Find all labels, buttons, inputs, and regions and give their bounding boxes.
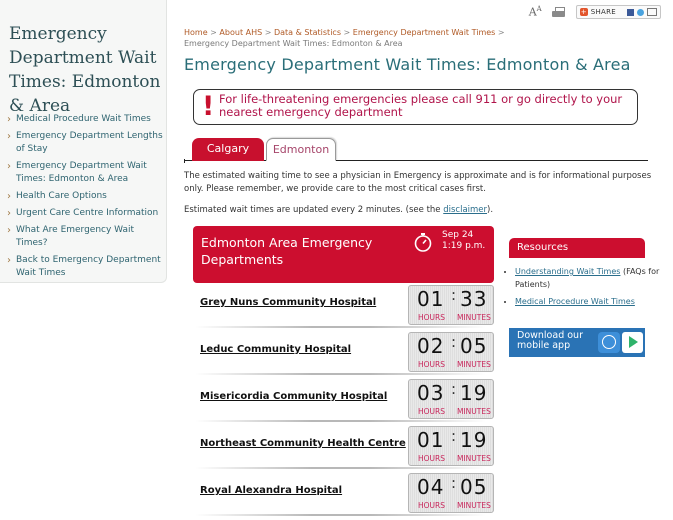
page-toolbar	[529, 5, 661, 19]
intro-text	[184, 170, 654, 225]
wait-hours: 03	[417, 381, 445, 405]
departments-title: Edmonton Area Emergency Departments	[201, 235, 373, 267]
medical-procedure-wait-times-link[interactable]: Medical Procedure Wait Times	[515, 297, 635, 306]
breadcrumb-current: Emergency Department Wait Times: Edmonton & Area	[184, 39, 403, 48]
app-banner-text: Download our mobile app	[517, 330, 583, 351]
page-title: Emergency Department Wait Times: Edmonton & Area	[184, 55, 631, 74]
hospital-link[interactable]: Leduc Community Hospital	[200, 344, 352, 355]
wait-minutes: 33	[460, 287, 488, 311]
resource-item	[515, 265, 660, 291]
sidebar-title: Emergency Department Wait Times: Edmonton & Area	[9, 24, 161, 116]
update-note-text: Estimated wait times are updated every 2 minutes. (see the	[184, 205, 444, 215]
update-note	[184, 204, 654, 217]
sidebar-item-what-are-wait-times[interactable]	[6, 224, 164, 250]
sidebar-item-label[interactable]: Emergency Department Lengths of Stay	[16, 131, 163, 154]
departments-header	[193, 226, 494, 283]
hospital-link[interactable]: Northeast Community Health Centre	[200, 438, 406, 449]
breadcrumb-about-ahs[interactable]: About AHS	[219, 28, 263, 37]
emergency-alert	[193, 89, 638, 125]
stopwatch-icon	[413, 232, 433, 252]
tab-edmonton[interactable]: Edmonton	[266, 138, 336, 161]
sidebar	[0, 0, 167, 283]
breadcrumb-ed-wait-times[interactable]: Emergency Department Wait Times	[352, 28, 496, 37]
understanding-wait-times-link[interactable]: Understanding Wait Times	[515, 267, 621, 276]
sidebar-item-label[interactable]: Emergency Department Wait Times: Edmonton & Area	[16, 161, 147, 184]
city-tabs	[184, 136, 648, 161]
hospital-row	[193, 283, 494, 328]
font-size-glyph: A	[528, 5, 537, 19]
sidebar-item-ed-lengths-of-stay[interactable]	[6, 130, 164, 156]
resource-note: (FAQs for Patients)	[515, 267, 660, 289]
share-label: SHARE	[590, 8, 616, 16]
hours-label: HOURS	[418, 360, 446, 369]
sidebar-nav	[6, 113, 164, 284]
breadcrumb-separator: >	[210, 28, 217, 37]
twitter-icon[interactable]	[637, 9, 644, 16]
hospital-link[interactable]: Grey Nuns Community Hospital	[200, 297, 377, 308]
clock-colon: :	[451, 380, 457, 398]
minutes-label: MINUTES	[457, 454, 491, 463]
breadcrumb-data-statistics[interactable]: Data & Statistics	[273, 28, 341, 37]
breadcrumb	[184, 27, 514, 49]
exclamation-icon: !	[202, 91, 215, 122]
wait-hours: 04	[417, 475, 445, 499]
hospital-row	[193, 424, 494, 469]
intro-paragraph: The estimated waiting time to see a physician in Emergency is approximate and is for informational purposes only. Please remember, we provide care to the most critical cases first.	[184, 171, 652, 194]
resources-list	[506, 265, 660, 312]
hours-label: HOURS	[418, 313, 446, 322]
wait-minutes: 05	[460, 334, 488, 358]
disclaimer-link[interactable]: disclaimer	[443, 205, 488, 215]
resource-item	[515, 295, 660, 308]
clock-colon: :	[451, 427, 457, 445]
wait-time-clock	[408, 473, 494, 513]
mobile-app-banner[interactable]	[509, 328, 645, 357]
sidebar-item-label[interactable]: Health Care Options	[16, 191, 107, 201]
update-date: Sep 24	[442, 230, 474, 240]
update-time: 1:19 p.m.	[442, 241, 486, 251]
wait-time-clock	[408, 426, 494, 466]
hospital-row	[193, 330, 494, 375]
breadcrumb-home[interactable]: Home	[184, 28, 208, 37]
sidebar-item-medical-procedure-wait-times[interactable]	[6, 113, 164, 126]
sidebar-item-health-care-options[interactable]	[6, 190, 164, 203]
hospital-row	[193, 471, 494, 516]
wait-minutes: 19	[460, 381, 488, 405]
sidebar-item-label[interactable]: What Are Emergency Wait Times?	[16, 225, 135, 248]
hospital-row	[193, 377, 494, 422]
wait-hours: 01	[417, 287, 445, 311]
update-note-suffix: ).	[487, 205, 494, 215]
font-size-glyph-small: A	[536, 5, 542, 14]
sidebar-item-back-to-ed-wait-times[interactable]	[6, 254, 164, 280]
hours-label: HOURS	[418, 407, 446, 416]
facebook-icon[interactable]	[627, 9, 634, 16]
email-icon[interactable]	[647, 8, 657, 16]
wait-time-clock	[408, 379, 494, 419]
update-timestamp	[442, 230, 485, 252]
clock-colon: :	[451, 333, 457, 351]
minutes-label: MINUTES	[457, 360, 491, 369]
clock-colon: :	[451, 286, 457, 304]
google-play-icon[interactable]	[622, 332, 643, 353]
print-icon[interactable]	[552, 7, 566, 18]
wait-hours: 02	[417, 334, 445, 358]
sidebar-item-label[interactable]: Urgent Care Centre Information	[16, 208, 159, 218]
wait-time-clock	[408, 285, 494, 325]
resources-header: Resources	[509, 238, 645, 258]
sidebar-item-label[interactable]: Medical Procedure Wait Times	[16, 114, 151, 124]
hours-label: HOURS	[418, 501, 446, 510]
sidebar-item-label[interactable]: Back to Emergency Department Wait Times	[16, 255, 161, 278]
minutes-label: MINUTES	[457, 313, 491, 322]
alert-text: For life-threatening emergencies please call 911 or go directly to your nearest emergency department	[219, 92, 623, 119]
wait-minutes: 05	[460, 475, 488, 499]
wait-hours: 01	[417, 428, 445, 452]
hospital-link[interactable]: Misericordia Community Hospital	[200, 391, 388, 402]
wait-time-clock	[408, 332, 494, 372]
sidebar-item-urgent-care-info[interactable]	[6, 207, 164, 220]
hospital-link[interactable]: Royal Alexandra Hospital	[200, 485, 343, 496]
breadcrumb-separator: >	[343, 28, 351, 37]
share-button[interactable]	[576, 5, 661, 19]
font-size-icon[interactable]	[529, 5, 542, 19]
wait-minutes: 19	[460, 428, 488, 452]
tab-calgary[interactable]: Calgary	[192, 138, 264, 161]
app-store-icon[interactable]	[598, 332, 620, 353]
clock-colon: :	[451, 474, 457, 492]
minutes-label: MINUTES	[457, 501, 491, 510]
minutes-label: MINUTES	[457, 407, 491, 416]
share-plus-icon: +	[580, 8, 587, 16]
breadcrumb-separator: >	[264, 28, 272, 37]
breadcrumb-separator: >	[497, 28, 505, 37]
hours-label: HOURS	[418, 454, 446, 463]
sidebar-item-ed-wait-times-edmonton[interactable]	[6, 160, 164, 186]
